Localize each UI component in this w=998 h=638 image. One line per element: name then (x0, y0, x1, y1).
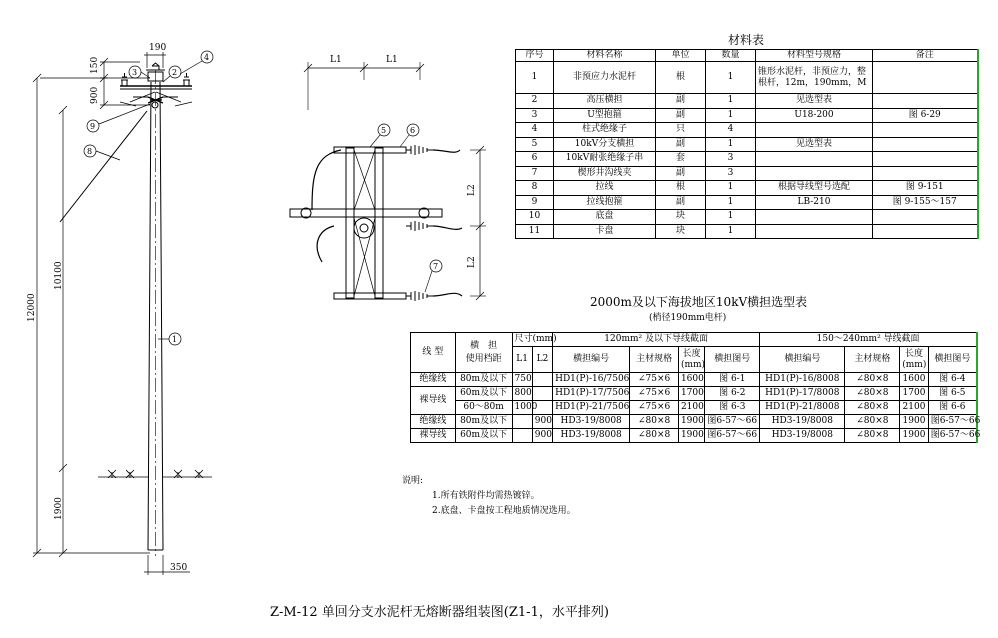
table-cell (873, 152, 978, 167)
table-cell: 副 (656, 195, 706, 210)
table-cell: 套 (656, 152, 706, 167)
table-cell: 裸导线 (411, 387, 456, 415)
table-cell: 只 (656, 123, 706, 138)
header-cell: 150～240mm² 导线截面 (760, 333, 977, 347)
callout-2: 2 (172, 68, 178, 77)
table-cell: 3 (516, 108, 554, 123)
table-cell: 柱式绝缘子 (554, 123, 656, 138)
header-cell: 120mm² 及以下导线截面 (553, 333, 760, 347)
callout-1: 1 (172, 335, 178, 344)
table-cell: 60m及以下 (455, 429, 512, 443)
table-cell: 根据导线型号选配 (756, 181, 873, 196)
selection-table-subtitle: (梢径190mm电杆) (649, 313, 727, 323)
table-cell: ∠80×8 (845, 429, 900, 443)
selection-table-title: 2000m及以下海拔地区10kV横担选型表 (590, 295, 808, 309)
table-cell: 10 (516, 210, 554, 225)
table-cell: 绝缘线 (411, 373, 456, 387)
elevation-dimensions (33, 52, 190, 575)
callout-4: 4 (204, 53, 210, 62)
table-cell: 60m及以下 (455, 387, 512, 401)
table-cell: 见选型表 (756, 137, 873, 152)
table-cell: HD1(P)-16/8008 (760, 373, 845, 387)
table-cell: 80m及以下 (455, 415, 512, 429)
table-cell: ∠80×8 (630, 415, 679, 429)
table-cell: 图6-57～66 (928, 429, 977, 443)
table-cell: 1 (706, 210, 756, 225)
header-cell (455, 333, 512, 373)
top-assembly (120, 63, 192, 108)
ground-line (98, 470, 212, 478)
dim-base: 350 (170, 563, 188, 573)
table-cell (873, 210, 978, 225)
table-cell: 图 6-3 (705, 401, 760, 415)
table-cell: 楔形井沟线夹 (554, 166, 656, 181)
table-cell (756, 166, 873, 181)
table-cell: 1900 (678, 415, 704, 429)
table-row (516, 224, 978, 239)
table-cell: 1700 (678, 387, 704, 401)
plan-L1-left: L1 (330, 55, 342, 65)
header-cell: 横担图号 (705, 347, 760, 373)
table-cell: ∠80×8 (845, 387, 900, 401)
table-cell: 根 (656, 62, 706, 94)
header-cell: 单位 (656, 50, 706, 62)
table-cell: HD3-19/8008 (553, 429, 630, 443)
table-cell: 图 9-151 (873, 181, 978, 196)
table-cell (756, 123, 873, 138)
table-cell (512, 415, 532, 429)
table-cell: ∠80×8 (630, 429, 679, 443)
header-len-line2: (mm) (680, 359, 706, 370)
table-cell: 9 (516, 195, 554, 210)
header-cell: 材料型号规格 (756, 50, 873, 62)
table-cell: 块 (656, 224, 706, 239)
table-cell: 图 6-6 (928, 401, 977, 415)
table-cell: 1600 (678, 373, 704, 387)
callout-3: 3 (132, 68, 138, 77)
table-cell: 拉线 (554, 181, 656, 196)
table-cell: ∠80×8 (845, 401, 900, 415)
drawing-caption: Z-M-12 单回分支水泥杆无熔断器组装图(Z1-1，水平排列) (270, 605, 609, 620)
table-cell: 800 (512, 387, 532, 401)
table-cell: 非预应力水泥杆 (554, 62, 656, 94)
table-cell: 1 (706, 62, 756, 94)
note-item: 2.底盘、卡盘按工程地质情况选用。 (432, 506, 576, 516)
table-cell: 图6-57～66 (705, 429, 760, 443)
table-cell: 锥形水泥杆，非预应力，整根杆，12m，190mm，M (756, 62, 873, 94)
header-len-line1: 长度 (904, 348, 923, 359)
material-table (515, 49, 979, 239)
table-cell: 图 6-29 (873, 108, 978, 123)
plan-view (290, 62, 486, 301)
table-row (411, 373, 978, 387)
table-cell: HD1(P)-21/7506 (553, 401, 630, 415)
selection-header-row (411, 333, 978, 347)
notes-heading: 说明: (402, 476, 424, 486)
table-cell: 1 (706, 94, 756, 109)
table-row (411, 429, 978, 443)
table-cell: 1700 (900, 387, 928, 401)
table-cell: ∠75×6 (630, 373, 679, 387)
table-cell: 图 6-4 (928, 373, 977, 387)
table-row (411, 387, 978, 401)
table-cell (873, 123, 978, 138)
header-cell: L2 (532, 347, 552, 373)
table-cell: HD3-19/8008 (760, 415, 845, 429)
table-cell: 图 6-5 (928, 387, 977, 401)
table-cell: 块 (656, 210, 706, 225)
selection-table (410, 332, 981, 443)
notes (402, 474, 576, 519)
table-cell: 见选型表 (756, 94, 873, 109)
table-cell: 80m及以下 (455, 373, 512, 387)
table-cell: 图 6-2 (705, 387, 760, 401)
callout-9: 9 (90, 122, 96, 131)
table-cell: ∠80×8 (845, 373, 900, 387)
table-cell (512, 429, 532, 443)
table-cell: 图6-57～66 (705, 415, 760, 429)
plan-L2-lower: L2 (467, 256, 477, 268)
table-cell: 2100 (900, 401, 928, 415)
table-row (516, 137, 978, 152)
header-cell: 序号 (516, 50, 554, 62)
material-table-header (516, 50, 978, 62)
table-cell: U18-200 (756, 108, 873, 123)
table-cell: 5 (516, 137, 554, 152)
table-cell: 1900 (678, 429, 704, 443)
table-row (411, 415, 978, 429)
header-cell: 备注 (873, 50, 978, 62)
table-cell: HD3-19/8008 (760, 429, 845, 443)
table-cell (756, 152, 873, 167)
table-cell: HD1(P)-17/8008 (760, 387, 845, 401)
table-cell: 1 (706, 137, 756, 152)
table-cell: 1900 (900, 429, 928, 443)
table-row (516, 108, 978, 123)
header-len-line2: (mm) (902, 359, 927, 370)
callout-8: 8 (87, 147, 93, 156)
table-cell: 900 (532, 415, 552, 429)
table-cell: 900 (532, 429, 552, 443)
table-cell: 6 (516, 152, 554, 167)
dim-above-ground: 10100 (54, 261, 64, 290)
dim-top-width: 190 (149, 43, 167, 53)
table-cell: 副 (656, 108, 706, 123)
table-cell: 1 (706, 224, 756, 239)
table-row (516, 152, 978, 167)
header-span-line1: 横 担 (470, 340, 498, 351)
table-cell: 3 (706, 166, 756, 181)
table-cell: HD1(P)-21/8008 (760, 401, 845, 415)
table-cell: 8 (516, 181, 554, 196)
header-cell (678, 347, 704, 373)
callout-6: 6 (410, 126, 416, 135)
table-cell: 10kV分支横担 (554, 137, 656, 152)
table-cell: 750 (512, 373, 532, 387)
table-row (516, 166, 978, 181)
table-cell: HD1(P)-16/7506 (553, 373, 630, 387)
header-cell: 横担编号 (760, 347, 845, 373)
dim-total: 12000 (27, 293, 37, 322)
table-cell: U型抱箍 (554, 108, 656, 123)
table-cell: 4 (516, 123, 554, 138)
elevation-callouts (84, 51, 213, 345)
table-cell: 3 (706, 152, 756, 167)
table-cell (873, 224, 978, 239)
table-cell (532, 373, 552, 387)
table-cell: 高压横担 (554, 94, 656, 109)
table-cell: 11 (516, 224, 554, 239)
header-cell: 横担图号 (928, 347, 977, 373)
table-cell: 2 (516, 94, 554, 109)
table-cell: 60～80m (455, 401, 512, 415)
table-cell: 4 (706, 123, 756, 138)
table-cell: 副 (656, 94, 706, 109)
table-cell: 图 9-155～157 (873, 195, 978, 210)
table-cell: 1 (706, 195, 756, 210)
table-cell: 卡盘 (554, 224, 656, 239)
dim-below-ground: 1900 (54, 497, 64, 520)
table-cell (873, 137, 978, 152)
header-cell: L1 (512, 347, 532, 373)
table-cell: 裸导线 (411, 429, 456, 443)
table-cell: HD3-19/8008 (553, 415, 630, 429)
table-cell (756, 210, 873, 225)
table-cell: 1900 (900, 415, 928, 429)
table-row (516, 210, 978, 225)
header-cell: 线 型 (411, 333, 456, 373)
dim-900: 900 (90, 86, 100, 104)
table-cell: 图6-57～66 (928, 415, 977, 429)
table-cell: 1 (516, 62, 554, 94)
table-row (516, 181, 978, 196)
table-cell: ∠75×6 (630, 401, 679, 415)
table-cell: 底盘 (554, 210, 656, 225)
dim-150: 150 (90, 56, 100, 74)
table-row (516, 62, 978, 94)
material-table-title: 材料表 (728, 33, 765, 47)
header-span-line2: 使用档距 (465, 353, 502, 364)
header-cell: 数量 (706, 50, 756, 62)
header-cell (900, 347, 928, 373)
table-cell (532, 387, 552, 401)
table-cell: 7 (516, 166, 554, 181)
plan-L1-right: L1 (386, 55, 398, 65)
table-cell (873, 94, 978, 109)
table-cell: ∠80×8 (845, 415, 900, 429)
plan-L2-upper: L2 (467, 184, 477, 196)
table-row (516, 123, 978, 138)
header-cell: 主材规格 (630, 347, 679, 373)
table-row (516, 94, 978, 109)
header-cell: 横担编号 (553, 347, 630, 373)
callout-7: 7 (433, 262, 439, 271)
table-cell: HD1(P)-17/7506 (553, 387, 630, 401)
table-cell: ∠75×6 (630, 387, 679, 401)
table-cell (873, 166, 978, 181)
header-len-line1: 长度 (682, 348, 701, 359)
table-cell (873, 62, 978, 94)
table-cell: 根 (656, 181, 706, 196)
table-row (516, 195, 978, 210)
table-cell: 绝缘线 (411, 415, 456, 429)
callout-5: 5 (381, 126, 387, 135)
table-cell: 副 (656, 166, 706, 181)
table-cell: 拉线抱箍 (554, 195, 656, 210)
note-item: 1.所有铁附件均需热镀锌。 (432, 491, 540, 501)
table-cell: 1000 (512, 401, 532, 415)
table-cell (756, 224, 873, 239)
header-cell: 材料名称 (554, 50, 656, 62)
table-cell: 1 (706, 181, 756, 196)
header-cell: 主材规格 (845, 347, 900, 373)
table-cell: LB-210 (756, 195, 873, 210)
table-cell: 1 (706, 108, 756, 123)
table-cell: 副 (656, 137, 706, 152)
pole (148, 70, 163, 556)
header-cell: 尺寸(mm) (512, 333, 553, 347)
table-cell: 1600 (900, 373, 928, 387)
table-cell: 图 6-1 (705, 373, 760, 387)
table-cell: 10kV耐张绝缘子串 (554, 152, 656, 167)
guy-wire (60, 111, 147, 222)
table-row (411, 401, 978, 415)
table-cell: 2100 (678, 401, 704, 415)
